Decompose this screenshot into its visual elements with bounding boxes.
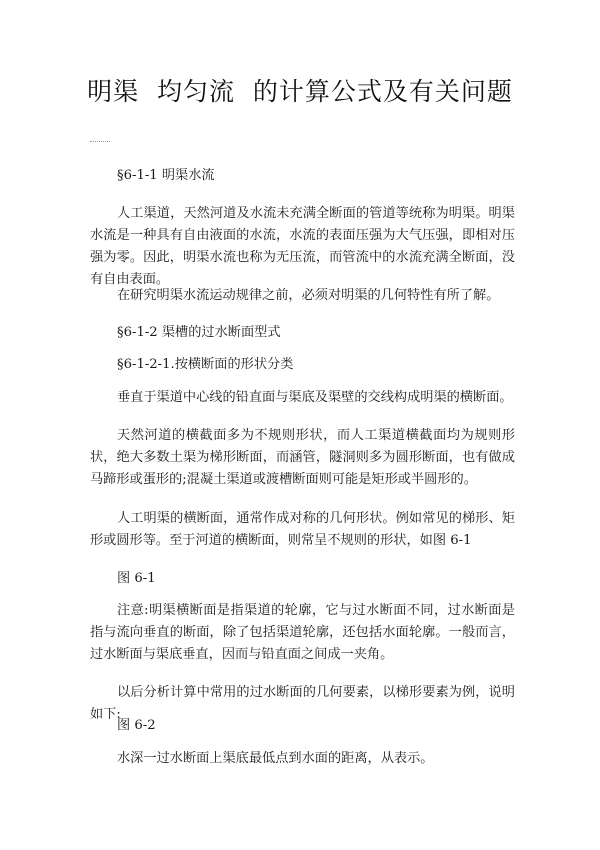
document-title: 明渠 均匀流 的计算公式及有关问题 <box>87 77 513 106</box>
paragraph-water-depth: 水深一过水断面上渠底最低点到水面的距离，从表示。 <box>117 751 434 766</box>
paragraph-natural-channels: 天然河道的横截面多为不规则形状，而人工渠道横截面均为规则形状，绝大多数土渠为梯形断面，而涵管，隧洞则多为圆形断面，也有做成马蹄形或蛋形的;混凝土渠道或渡槽断面则可能是矩形或半圆形的。 <box>90 428 515 487</box>
paragraph-geometric-elements: 以后分析计算中常用的过水断面的几何要素，以梯形要素为例，说明如下: <box>90 685 515 722</box>
figure-caption-6-1: 图 6-1 <box>117 571 156 586</box>
paragraph-definition: 人工渠道，天然河道及水流未充满全断面的管道等统称为明渠。明渠水流是一种具有自由液面的水流，水流的表面压强为大气压强，即相对压强为零。因此，明渠水流也称为无压流，而管流中的水流充满全断面，没有自由表面。 <box>90 206 515 287</box>
section-heading-6-1-2: §6-1-2 渠槽的过水断面型式 <box>117 325 281 340</box>
figure-caption-6-2: 图 6-2 <box>117 718 156 733</box>
header-divider-mark <box>90 141 110 143</box>
section-heading-6-1-1: §6-1-1 明渠水流 <box>117 168 215 183</box>
paragraph-cross-section-definition: 垂直于渠道中心线的铅直面与渠底及渠壁的交线构成明渠的横断面。 <box>117 390 513 405</box>
paragraph-geometry-intro: 在研究明渠水流运动规律之前，必须对明渠的几何特性有所了解。 <box>117 288 500 303</box>
paragraph-note: 注意:明渠横断面是指渠道的轮廓，它与过水断面不同，过水断面是指与流向垂直的断面，除了包括渠道轮廓，还包括水面轮廓。一般而言，过水断面与渠底垂直，因而与铅直面之间成一夹角。 <box>90 603 515 662</box>
section-heading-6-1-2-1: §6-1-2-1.按横断面的形状分类 <box>117 357 294 372</box>
paragraph-artificial-channels: 人工明渠的横断面，通常作成对称的几何形状。例如常见的梯形、矩形或圆形等。至于河道的横断面，则常呈不规则的形状，如图 6-1 <box>90 511 515 548</box>
